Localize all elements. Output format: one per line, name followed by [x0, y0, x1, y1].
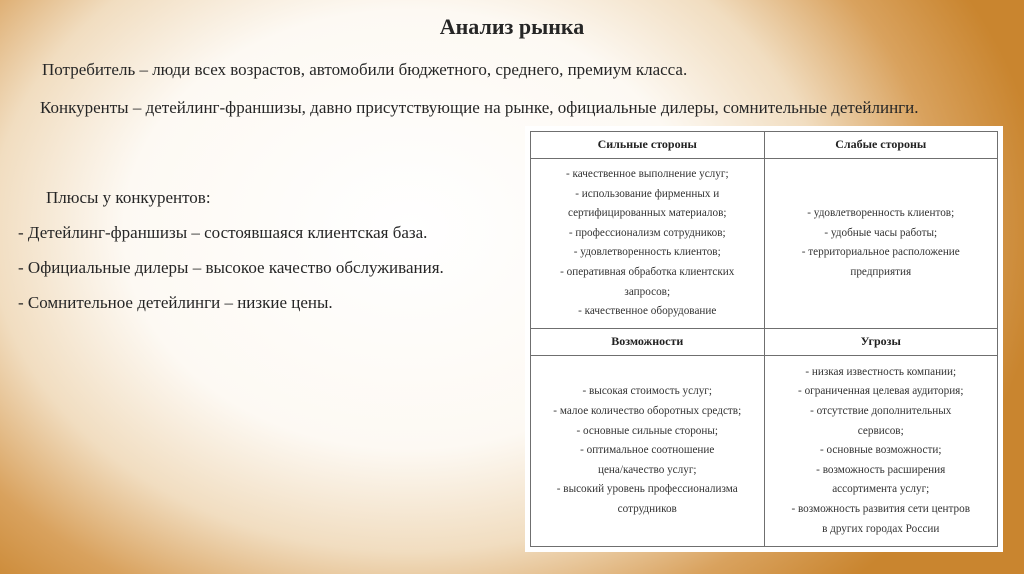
opportunity-line: - высокий уровень профессионализма: [556, 483, 738, 496]
threats-header: Угрозы: [764, 328, 998, 355]
plus-item: - Сомнительное детейлинги – низкие цены.: [18, 293, 333, 312]
competitors-paragraph: Конкуренты – детейлинг-франшизы, давно присутствующие на рынке, официальные дилеры, сомнительные детейлинги.: [40, 98, 919, 117]
opportunity-line: - высокая стоимость услуг;: [582, 385, 712, 398]
pluses-heading: Плюсы у конкурентов:: [46, 188, 211, 207]
page-title: Анализ рынка: [439, 14, 585, 39]
competitor-pluses: [18, 180, 518, 320]
opportunity-line: - оптимальное соотношение: [580, 444, 715, 457]
threat-line: - основные возможности;: [820, 444, 942, 457]
threat-line: в других городах России: [822, 522, 940, 535]
strength-line: - профессионализм сотрудников;: [568, 226, 726, 239]
threat-line: - возможность расширения: [816, 463, 946, 476]
threat-line: сервисов;: [857, 424, 904, 437]
opportunity-line: - основные сильные стороны;: [576, 424, 718, 437]
opportunities-cell: [531, 355, 765, 546]
strength-line: - использование фирменных и: [575, 187, 720, 200]
threat-line: - отсутствие дополнительных: [810, 404, 952, 417]
threats-cell: [764, 355, 998, 546]
strengths-header: Сильные стороны: [531, 132, 765, 159]
weaknesses-cell: [764, 159, 998, 329]
threat-line: - ограниченная целевая аудитория;: [798, 385, 964, 398]
weakness-line: - территориальное расположение: [801, 246, 960, 259]
consumer-paragraph: Потребитель – люди всех возрастов, автомобили бюджетного, среднего, премиум класса.: [42, 60, 688, 79]
plus-item: - Детейлинг-франшизы – состоявшаяся клиентская база.: [18, 223, 428, 242]
opportunity-line: цена/качество услуг;: [597, 463, 697, 476]
swot-table: [530, 131, 998, 547]
weakness-line: - удовлетворенность клиентов;: [807, 207, 955, 220]
strength-line: запросов;: [624, 285, 671, 298]
opportunity-line: сотрудников: [617, 502, 677, 515]
threat-line: ассортимента услуг;: [832, 483, 930, 496]
threat-line: - низкая известность компании;: [805, 365, 957, 378]
swot-table-image: [525, 126, 1003, 552]
strength-line: - качественное оборудование: [578, 305, 717, 318]
opportunities-header: Возможности: [531, 328, 765, 355]
opportunity-line: - малое количество оборотных средств;: [553, 404, 742, 417]
weakness-line: - удобные часы работы;: [824, 226, 938, 239]
plus-item: - Официальные дилеры – высокое качество обслуживания.: [18, 258, 444, 277]
strength-line: - удовлетворенность клиентов;: [573, 246, 721, 259]
strength-line: - качественное выполнение услуг;: [565, 168, 729, 181]
strengths-cell: [531, 159, 765, 329]
strength-line: сертифицированных материалов;: [567, 207, 727, 220]
threat-line: - возможность развития сети центров: [791, 502, 971, 515]
strength-line: - оперативная обработка клиентских: [560, 266, 735, 279]
weakness-line: предприятия: [850, 266, 912, 279]
weaknesses-header: Слабые стороны: [764, 132, 998, 159]
